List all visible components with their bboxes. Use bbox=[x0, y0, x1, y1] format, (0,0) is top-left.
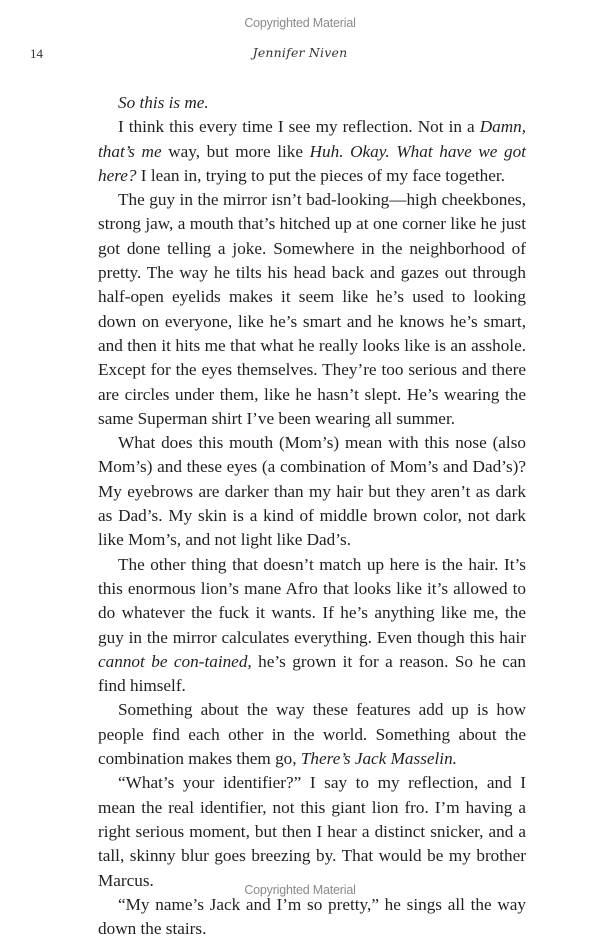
text-segment: What does this mouth (Mom’s) mean with this nose (also Mom’s) and these eyes (a combination of Mom’s and Dad’s)? My eyebrows are darker than my hair but they aren’t as dark as Dad’s. My skin is a kind of middle brown color, not dark like Mom’s, and not light like Dad’s. bbox=[98, 433, 526, 550]
paragraph bbox=[98, 771, 526, 892]
text-segment-italic: Damn, that’s me bbox=[98, 117, 526, 161]
body-text bbox=[98, 91, 526, 941]
copyright-watermark-top: Copyrighted Material bbox=[244, 16, 356, 30]
text-segment-italic: Huh. Okay. What have we got here? bbox=[98, 141, 526, 185]
text-segment: Something about the way these features add up is how people find each other in the world. Something about the combination makes them go, bbox=[98, 700, 526, 769]
text-segment-italic: cannot be con-tained, bbox=[98, 651, 252, 671]
text-segment: “My name’s Jack and I’m so pretty,” he sings all the way down the stairs. bbox=[98, 894, 526, 939]
page-number: 14 bbox=[30, 46, 43, 61]
text-segment-italic: There’s Jack Masselin. bbox=[300, 749, 457, 769]
text-segment: The other thing that doesn’t match up here is the hair. It’s this enormous lion’s mane Afro that looks like it’s allowed to do whatever the fuck it wants. If he’s anything like me, the guy in the mirror calculates everything. Even though this hair bbox=[98, 554, 526, 647]
text-segment: The guy in the mirror isn’t bad-looking—high cheekbones, strong jaw, a mouth that’s hitched up at one corner like he just got done telling a joke. Somewhere in the neighborhood of pretty. The way he tilts his head back and gazes out through half-open eyelids makes it seem like he’s used to looking down on everyone, like he’s smart and he knows he’s smart, and then it hits me that what he really looks like is an asshole. Except for the eyes themselves. They’re too serious and there are circles under them, like he hasn’t slept. He’s wearing the same Superman shirt I’ve been wearing all summer. bbox=[98, 190, 526, 428]
text-segment: I think this every time I see my reflection. Not in a bbox=[118, 117, 480, 137]
text-segment-italic: So this is me. bbox=[118, 93, 209, 112]
text-segment: I lean in, trying to put the pieces of my face together. bbox=[136, 165, 505, 185]
text-segment: “What’s your identifier?” I say to my reflection, and I mean the real identifier, not this giant lion fro. I’m having a right serious moment, but then I hear a distinct snicker, and a tall, skinny blur goes breezing by. That would be my brother Marcus. bbox=[98, 773, 526, 890]
paragraph bbox=[98, 91, 526, 115]
running-head-author: Jennifer Niven bbox=[252, 45, 348, 60]
text-segment: he’s grown it for a reason. So he can find himself. bbox=[98, 651, 526, 696]
paragraph bbox=[98, 553, 526, 699]
copyright-watermark-bottom: Copyrighted Material bbox=[244, 883, 356, 897]
paragraph bbox=[98, 115, 526, 188]
paragraph bbox=[98, 431, 526, 552]
paragraph bbox=[98, 188, 526, 431]
text-segment: way, but more like bbox=[161, 141, 310, 161]
paragraph bbox=[98, 698, 526, 771]
